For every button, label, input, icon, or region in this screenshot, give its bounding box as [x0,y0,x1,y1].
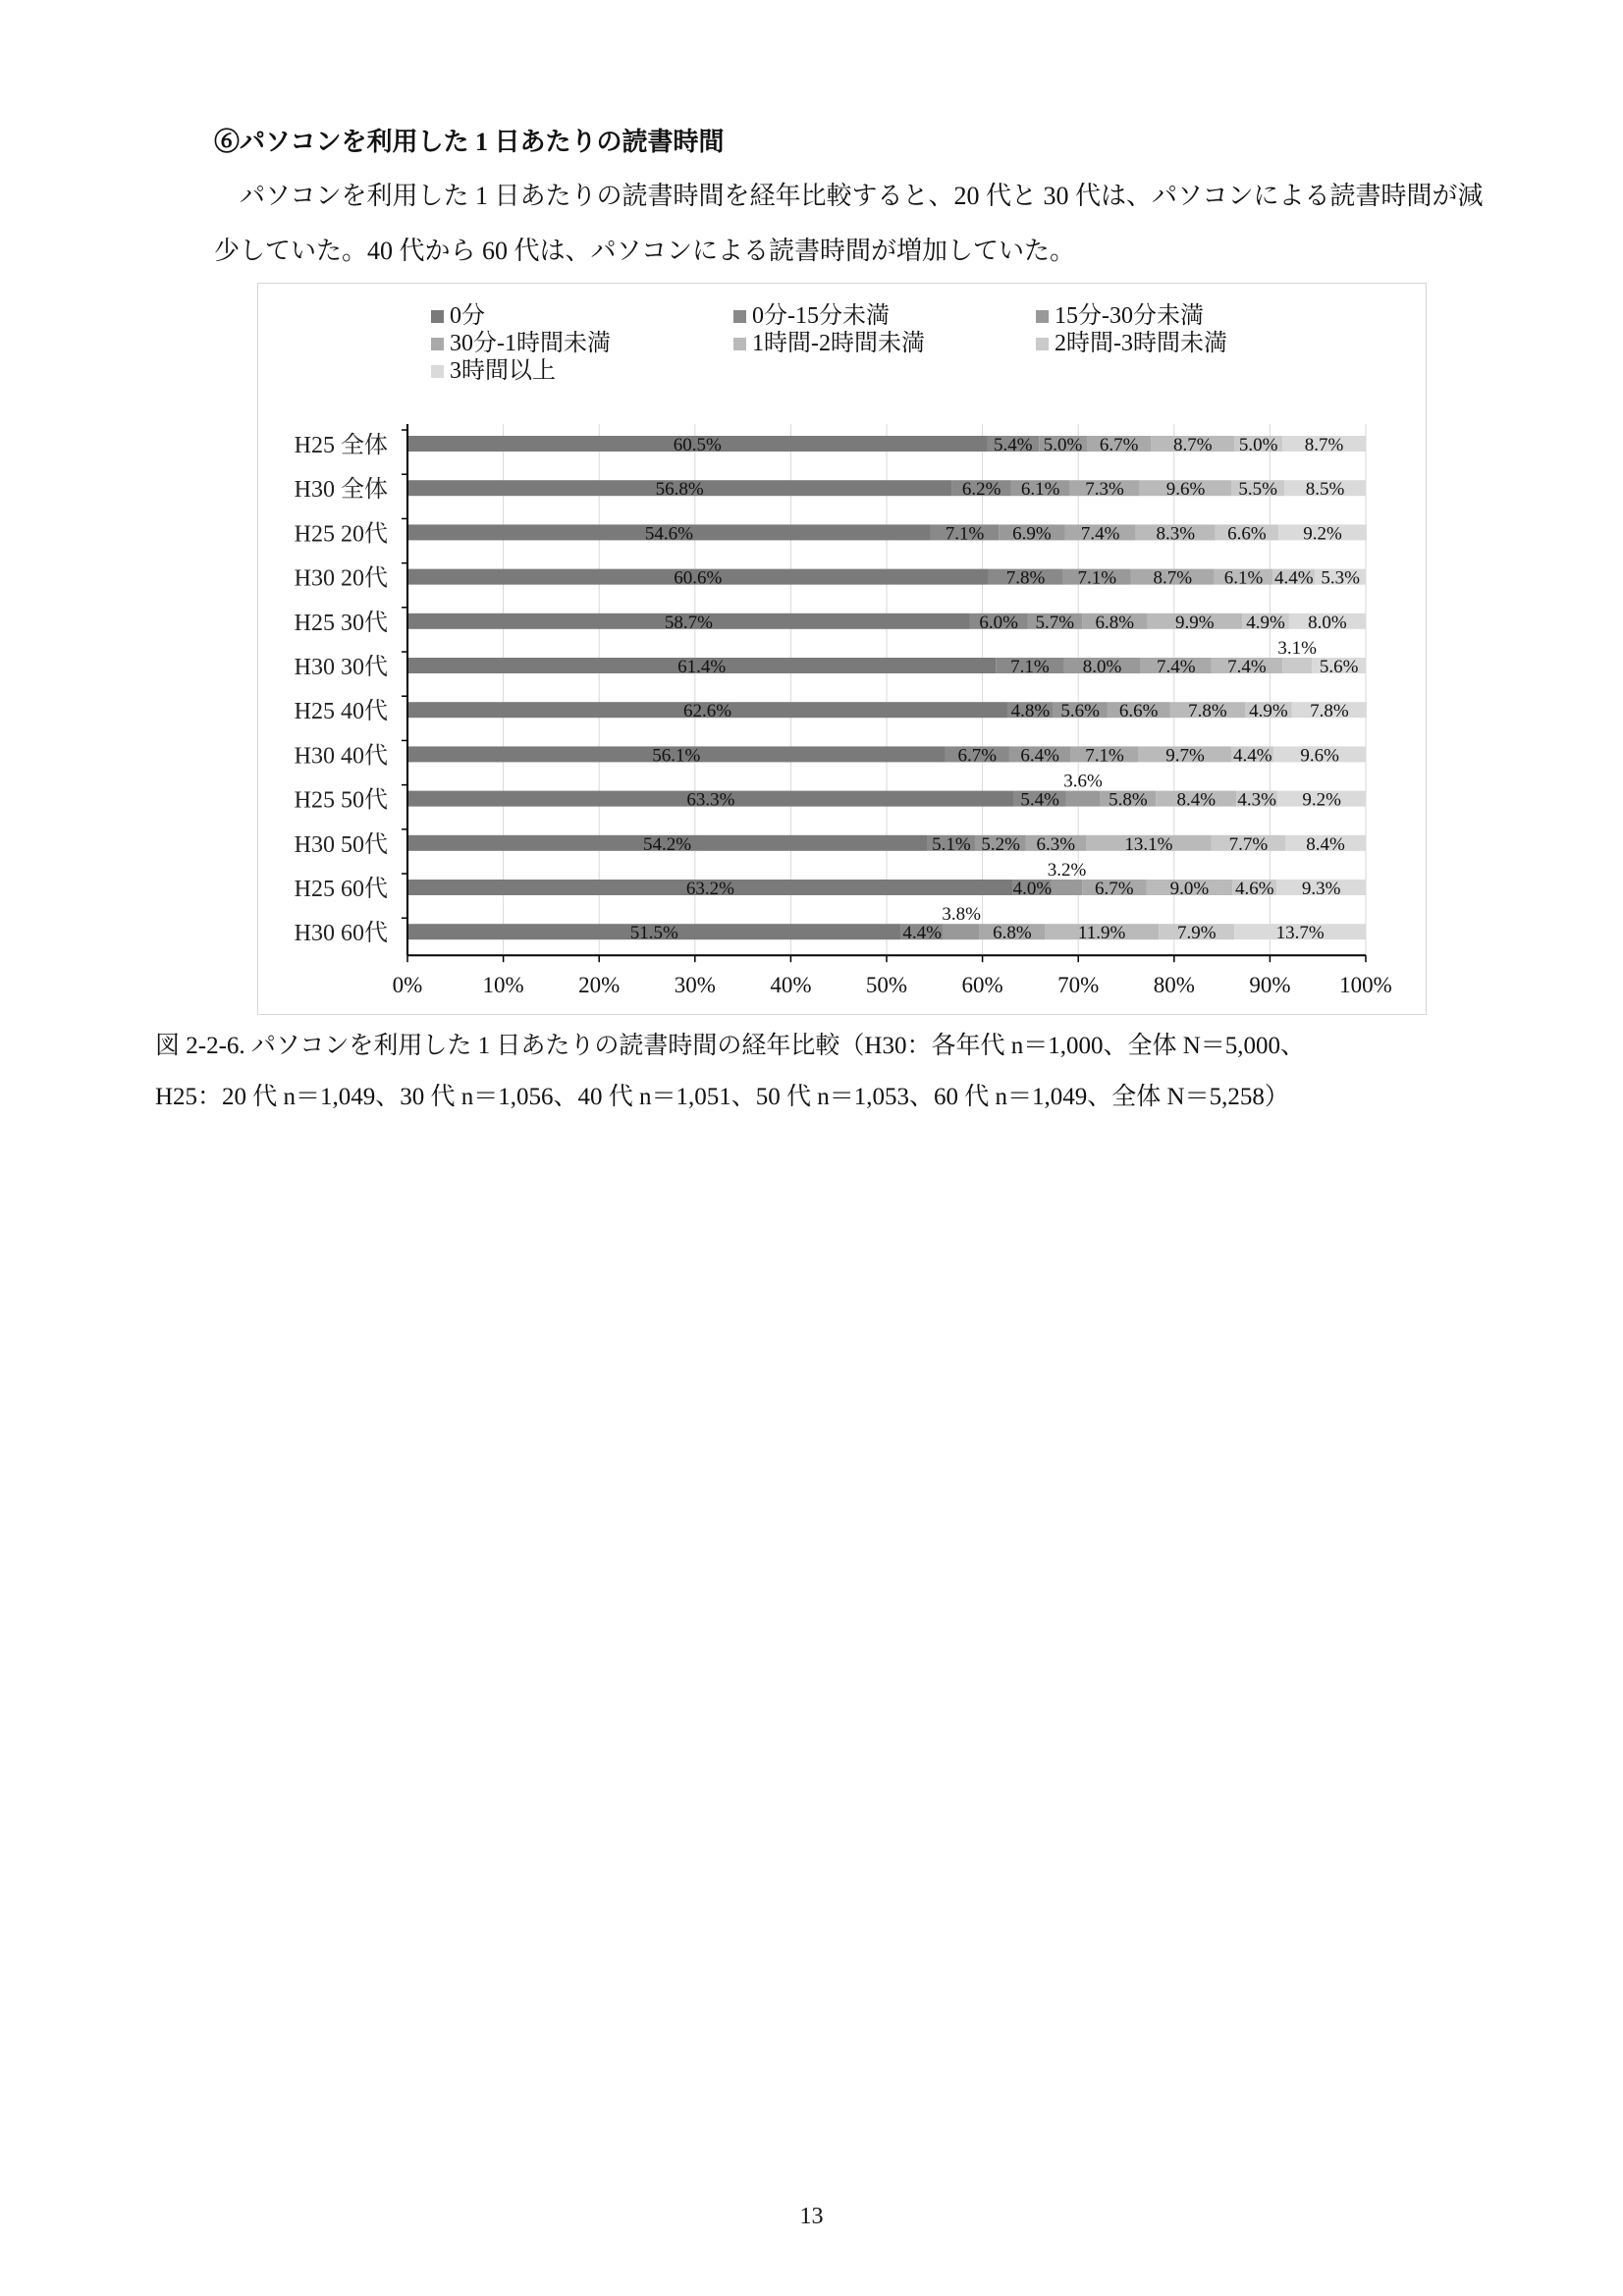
data-label: 4.4% [902,923,942,944]
figure-caption-line-2: H25：20 代 n＝1,049、30 代 n＝1,056、40 代 n＝1,051、50 代 n＝1,053、60 代 n＝1,049、全体 N＝5,258） [155,1084,1289,1110]
data-label: 8.4% [1176,789,1217,811]
data-label: 7.8% [1188,701,1227,722]
data-label: 6.7% [1095,879,1134,899]
data-label: 54.2% [642,833,692,855]
bar-segment [1282,658,1312,673]
data-label: 6.2% [961,479,1001,501]
legend-label: 0分 [450,303,485,329]
data-label: 8.0% [1082,657,1122,677]
category-label: H25 全体 [294,433,388,458]
legend-label: 30分-1時間未満 [450,331,611,356]
data-label: 6.6% [1227,523,1267,545]
category-label: H30 30代 [294,655,388,680]
data-label: 4.8% [1010,701,1051,722]
data-label: 5.5% [1238,479,1277,501]
data-label: 8.7% [1304,435,1344,455]
data-label: 63.2% [685,879,734,899]
data-label: 6.7% [1099,435,1139,455]
data-label: 5.2% [981,833,1020,855]
data-label: 54.6% [644,523,693,545]
category-label: H30 40代 [294,743,388,770]
category-label: H25 30代 [294,610,388,636]
data-label: 5.8% [1109,789,1148,811]
data-label: 9.2% [1303,523,1342,545]
data-label: 62.6% [682,701,732,722]
legend-swatch [733,310,746,323]
data-label: 7.3% [1085,479,1124,501]
body-paragraph-text: パソコンを利用した 1 日あたりの読書時間を経年比較すると、20 代と 30 代は、パソコンによる読書時間が減少していた。40 代から 60 代は、パソコンによる読書時間が増加していた。 [214,182,1484,265]
data-label: 4.3% [1237,789,1277,811]
data-label: 5.7% [1035,612,1075,633]
data-label: 7.7% [1228,833,1269,855]
x-tick-label: 90% [1249,973,1291,998]
data-label: 56.8% [655,479,704,501]
data-label: 3.1% [1277,638,1318,659]
bar-segment [1066,791,1101,807]
data-label: 11.9% [1077,923,1126,944]
data-label: 7.4% [1156,657,1196,677]
data-label: 8.4% [1306,833,1345,855]
legend-swatch [1036,310,1049,323]
data-label: 7.4% [1080,523,1120,545]
data-label: 3.8% [942,904,981,926]
data-label: 9.3% [1301,879,1341,899]
x-tick-label: 30% [674,973,716,998]
legend-label: 0分-15分未満 [752,303,890,329]
chart-frame [257,283,1427,1015]
x-tick-label: 80% [1153,973,1195,998]
data-label: 61.4% [677,657,727,677]
data-label: 4.9% [1246,612,1285,633]
x-tick-label: 20% [578,973,621,998]
category-label: H25 40代 [294,699,388,725]
legend-swatch [431,338,444,350]
data-label: 9.2% [1302,789,1341,811]
data-label: 6.8% [1095,612,1135,633]
data-label: 13.1% [1124,833,1173,855]
category-label: H30 60代 [294,921,388,947]
data-label: 8.7% [1173,435,1213,455]
legend-label: 1時間-2時間未満 [752,331,925,356]
data-label: 60.6% [674,567,723,589]
legend-label: 15分-30分未満 [1055,303,1204,329]
data-label: 8.3% [1156,523,1196,545]
data-label: 5.4% [1020,789,1059,811]
data-label: 7.9% [1176,923,1217,944]
data-label: 7.4% [1227,657,1267,677]
data-label: 5.0% [1238,435,1278,455]
data-label: 7.1% [1085,745,1124,767]
data-label: 6.4% [1020,745,1059,767]
data-label: 4.6% [1234,879,1274,899]
data-label: 6.6% [1118,701,1159,722]
data-label: 9.9% [1174,612,1215,633]
data-label: 60.5% [673,435,722,455]
legend-swatch [431,365,444,378]
category-label: H25 60代 [294,877,388,902]
x-tick-label: 0% [392,973,423,998]
data-label: 13.7% [1275,923,1325,944]
body-paragraph [214,169,1490,279]
data-label: 4.0% [1012,879,1053,899]
legend-swatch [431,310,444,323]
x-tick-label: 40% [770,973,812,998]
data-label: 6.1% [1020,479,1060,501]
data-label: 7.1% [1077,567,1117,589]
data-label: 6.8% [993,923,1032,944]
legend-label: 3時間以上 [450,358,556,384]
x-tick-label: 60% [961,973,1003,998]
data-label: 58.7% [664,612,713,633]
data-label: 6.0% [979,612,1018,633]
data-label: 63.3% [686,789,735,811]
figure-caption-line-1: 図 2-2-6. パソコンを利用した 1 日あたりの読書時間の経年比較（H30：各年代 n＝1,000、全体 N＝5,000、 [155,1033,1306,1059]
category-label: H30 全体 [294,477,388,504]
category-label: H30 50代 [294,831,388,858]
x-tick-label: 100% [1339,973,1392,998]
data-label: 5.6% [1319,657,1359,677]
data-label: 5.0% [1043,435,1083,455]
stacked-bar-chart [258,284,1426,1014]
data-label: 4.9% [1249,701,1288,722]
data-label: 7.8% [1310,701,1349,722]
data-label: 51.5% [629,923,678,944]
bar-segment [944,924,980,939]
category-label: H25 20代 [294,521,388,548]
data-label: 3.6% [1063,771,1103,792]
data-label: 8.0% [1308,612,1347,633]
data-label: 9.6% [1165,479,1206,501]
data-label: 6.3% [1036,833,1076,855]
data-label: 5.6% [1060,701,1100,722]
data-label: 7.1% [945,523,985,545]
data-label: 4.4% [1274,567,1314,589]
category-label: H30 20代 [294,565,388,592]
data-label: 56.1% [652,745,701,767]
data-label: 9.7% [1165,745,1205,767]
data-label: 9.6% [1300,745,1339,767]
x-tick-label: 50% [865,973,908,998]
data-label: 7.8% [1005,567,1046,589]
data-label: 5.3% [1321,567,1360,589]
bar-segment [1052,880,1082,895]
figure-caption [155,1021,1530,1123]
data-label: 5.1% [932,833,971,855]
data-label: 5.4% [994,435,1033,455]
data-label: 7.1% [1010,657,1050,677]
category-label: H25 50代 [294,787,388,814]
page-number: 13 [799,2204,824,2229]
data-label: 8.5% [1305,479,1345,501]
data-label: 8.7% [1153,567,1193,589]
x-tick-label: 70% [1057,973,1100,998]
data-label: 6.9% [1012,523,1052,545]
x-tick-label: 10% [482,973,524,998]
legend-swatch [733,338,746,350]
data-label: 4.4% [1233,745,1272,767]
legend-label: 2時間-3時間未満 [1055,331,1227,356]
data-label: 6.7% [957,745,998,767]
data-label: 3.2% [1047,860,1087,881]
section-heading: ⑥パソコンを利用した 1 日あたりの読書時間 [214,128,725,156]
legend-swatch [1036,338,1049,350]
data-label: 6.1% [1223,567,1264,589]
data-label: 9.0% [1169,879,1210,899]
